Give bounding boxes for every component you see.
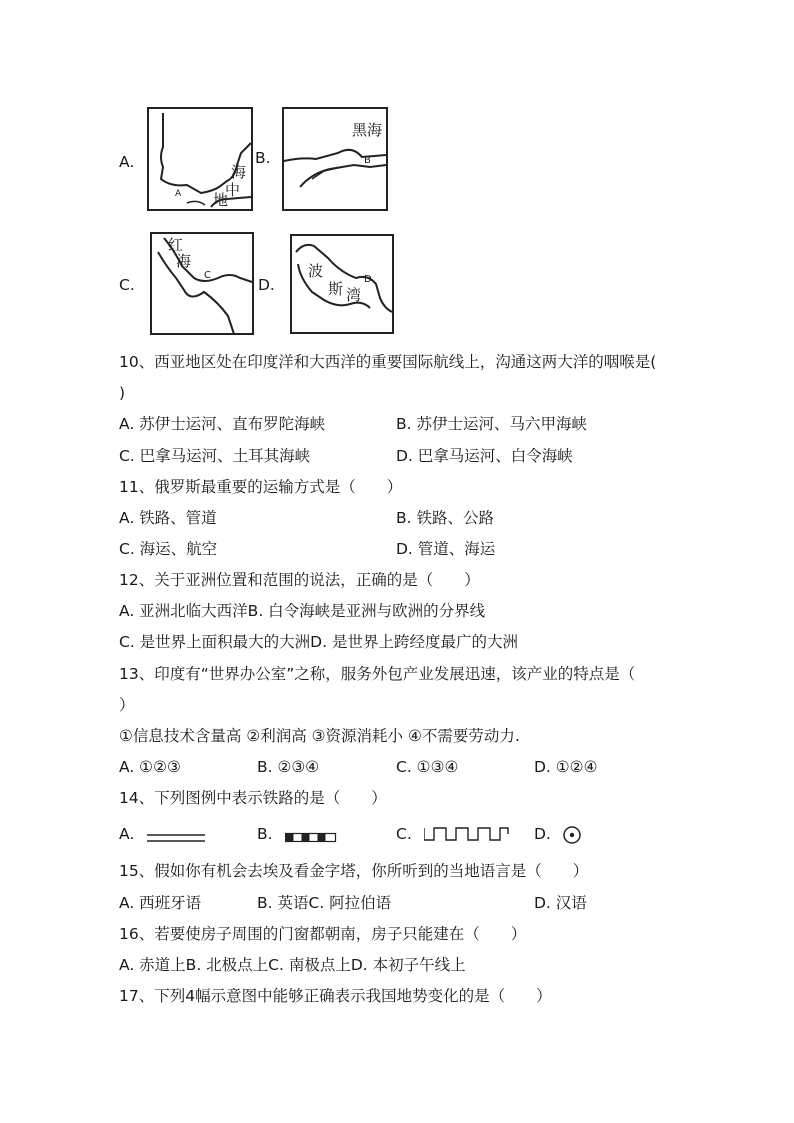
question-14-option-b: B. [257, 825, 273, 843]
question-12-stem: 12、关于亚洲位置和范围的说法，正确的是（ ） [119, 571, 480, 589]
question-13-option-c: C. ①③④ [396, 758, 459, 776]
question-10-option-b: B. 苏伊士运河、马六甲海峡 [396, 415, 587, 433]
question-13-stem: 13、印度有“世界办公室”之称，服务外包产业发展迅速，该产业的特点是（ [119, 665, 636, 683]
legend-railway-icon [285, 829, 337, 848]
question-13-stem-cont: ） [119, 696, 135, 714]
map-d-persian-gulf [290, 234, 394, 334]
map-a-label-1: 海 [231, 163, 247, 181]
map-c-label-1: 红 [168, 236, 184, 254]
map-c-marker: C [204, 270, 211, 281]
question-11-option-c: C. 海运、航空 [119, 540, 218, 558]
question-13-option-b: B. ②③④ [257, 758, 320, 776]
question-11-option-a: A. 铁路、管道 [119, 509, 217, 527]
map-c-label-2: 海 [176, 252, 192, 270]
question-13-statements: ①信息技术含量高 ②利润高 ③资源消耗小 ④不需要劳动力. [119, 727, 520, 745]
map-b-turkish-straits [282, 107, 388, 211]
map-d-marker: D [364, 274, 372, 285]
map-b-marker: B [364, 155, 371, 166]
map-d-label-3: 湾 [346, 286, 362, 304]
legend-double-line-icon [147, 829, 207, 848]
question-11-option-d: D. 管道、海运 [396, 540, 496, 558]
question-10-stem-cont: ) [119, 384, 126, 402]
question-12-option-ab: A. 亚洲北临大西洋B. 白令海峡是亚洲与欧洲的分界线 [119, 602, 486, 620]
map-d-label-1: 波 [308, 262, 324, 280]
question-11-option-b: B. 铁路、公路 [396, 509, 494, 527]
question-10-stem: 10、西亚地区处在印度洋和大西洋的重要国际航线上，沟通这两大洋的咽喉是( [119, 353, 657, 371]
map-b-label-1: 黑海 [352, 121, 383, 139]
map-a-label-2: 中 [225, 181, 241, 199]
question-13-option-d: D. ①②④ [534, 758, 598, 776]
legend-circle-dot-icon [562, 825, 582, 849]
legend-square-wave-icon [424, 824, 510, 848]
map-option-b-label: B. [255, 149, 271, 167]
question-15-stem: 15、假如你有机会去埃及看金字塔，你所听到的当地语言是（ ） [119, 862, 589, 880]
map-a-label-3: 地 [213, 191, 229, 209]
question-10-option-a: A. 苏伊士运河、直布罗陀海峡 [119, 415, 326, 433]
question-14-stem: 14、下列图例中表示铁路的是（ ） [119, 789, 387, 807]
question-15-option-d: D. 汉语 [534, 894, 587, 912]
question-16-options: A. 赤道上B. 北极点上C. 南极点上D. 本初子午线上 [119, 956, 466, 974]
question-14-option-a: A. [119, 825, 135, 843]
map-d-label-2: 斯 [328, 280, 344, 298]
map-c-red-sea [150, 232, 254, 335]
question-10-option-c: C. 巴拿马运河、土耳其海峡 [119, 447, 311, 465]
question-10-option-d: D. 巴拿马运河、白令海峡 [396, 447, 573, 465]
question-14-option-d: D. [534, 825, 551, 843]
map-option-c-label: C. [119, 276, 135, 294]
question-12-option-cd: C. 是世界上面积最大的大洲D. 是世界上跨经度最广的大洲 [119, 633, 518, 651]
question-15-option-a: A. 西班牙语 [119, 894, 202, 912]
map-a-gibraltar [147, 107, 253, 211]
map-a-marker: A [175, 189, 182, 199]
question-11-stem: 11、俄罗斯最重要的运输方式是（ ） [119, 478, 403, 496]
question-14-option-c: C. [396, 825, 412, 843]
question-16-stem: 16、若要使房子周围的门窗都朝南，房子只能建在（ ） [119, 925, 527, 943]
map-option-a-label: A. [119, 153, 135, 171]
question-13-option-a: A. ①②③ [119, 758, 181, 776]
map-option-d-label: D. [258, 276, 275, 294]
question-15-option-bc: B. 英语C. 阿拉伯语 [257, 894, 392, 912]
question-17-stem: 17、下列4幅示意图中能够正确表示我国地势变化的是（ ） [119, 987, 552, 1005]
